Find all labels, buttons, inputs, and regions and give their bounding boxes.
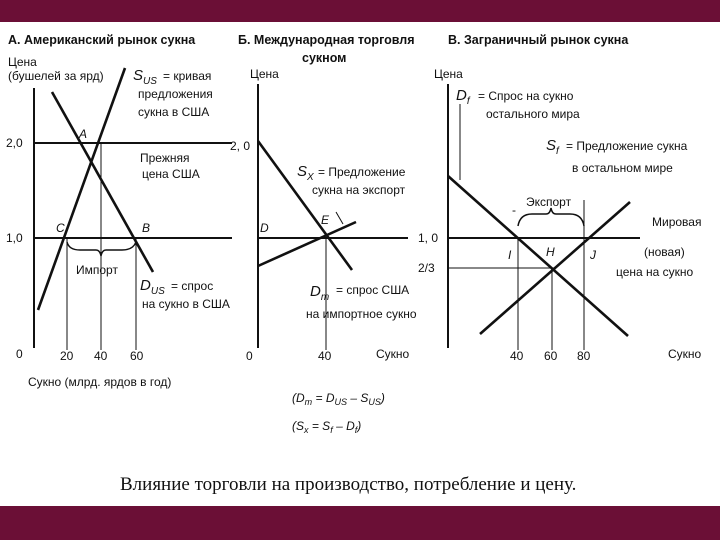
panel-a-point-a: A	[79, 127, 88, 141]
panel-c-export-dash: -	[512, 203, 516, 217]
panel-b-ylabel: Цена	[250, 67, 279, 81]
panel-c-point-h: H	[546, 245, 555, 259]
panel-b-title-1: Б. Международная торговля	[238, 33, 415, 47]
panel-a-import-label: Импорт	[76, 263, 118, 277]
panel-a-old-price-label-1: Прежняя	[140, 151, 190, 165]
panel-c-xlabel: Сукно	[668, 347, 702, 361]
panel-b-xlabel: Сукно	[376, 347, 410, 361]
panel-b-ytick-2: 2, 0	[230, 139, 251, 153]
panel-a-xtick-40: 40	[94, 349, 108, 363]
panel-a-xtick-60: 60	[130, 349, 144, 363]
panel-c-df-symbol: $D_f$	[456, 87, 470, 107]
panel-c-df-label-2: остального мира	[486, 107, 580, 121]
panel-c-export-label: Экспорт	[526, 195, 572, 209]
panel-b-export-supply-curve	[258, 222, 356, 266]
panel-c-point-j: J	[590, 248, 596, 262]
panel-c-world-price-1: Мировая	[652, 215, 702, 229]
panel-b-sx-label-2: сукна на экспорт	[312, 183, 406, 197]
panel-b-import-demand-curve	[258, 141, 352, 270]
panel-c-df-label-1: = Спрос на сукно	[478, 89, 574, 103]
panel-c-sf-label-2: в остальном мире	[572, 161, 673, 175]
panel-b-dm-symbol: $D_m$	[310, 283, 330, 303]
panel-b-formula-sx: $(S_x = S_f - D_f)$	[292, 419, 362, 435]
panel-a-ytick-1: 1,0	[6, 231, 23, 245]
panel-a-demand-label-2: на сукно в США	[142, 297, 230, 311]
panel-a-supply-label-3: сукна в США	[138, 105, 210, 119]
panel-a-demand-symbol: $D_{US}$	[140, 277, 165, 297]
panel-a-xtick-0: 0	[16, 347, 23, 361]
panel-c-sf-symbol: $S_f$	[546, 137, 559, 157]
formula-part-2: – S	[350, 391, 369, 405]
panel-a-supply-label-2: предложения	[138, 87, 213, 101]
panel-international-trade	[230, 33, 438, 435]
panel-c-world-price-2: (новая)	[644, 245, 685, 259]
panel-a-xlabel: Сукно (млрд. ярдов в год)	[28, 375, 172, 389]
panel-b-point-d: D	[260, 221, 269, 235]
panel-b-xtick-40: 40	[318, 349, 332, 363]
panel-a-demand-label-1: = спрос	[171, 279, 214, 293]
panel-b-ytick-2-3: 2/3	[418, 261, 435, 275]
panel-a-point-b: B	[142, 221, 151, 235]
panel-c-xtick-80: 80	[577, 349, 591, 363]
formula-part-3: = S	[311, 419, 331, 433]
panel-c-sf-label-1: = Предложение сукна	[566, 139, 688, 153]
panel-a-point-c: C	[56, 221, 65, 235]
panel-b-point-e: E	[321, 213, 330, 227]
panel-c-world-price-3: цена на сукно	[616, 265, 694, 279]
panel-a-xtick-20: 20	[60, 349, 74, 363]
panel-b-sx-label-1: = Предложение	[318, 165, 406, 179]
panel-c-title: В. Заграничный рынок сукна	[448, 33, 629, 47]
panel-a-old-price-label-2: цена США	[142, 167, 200, 181]
panel-b-dm-label-2: на импортное сукно	[306, 307, 417, 321]
panel-a-ytick-2: 2,0	[6, 136, 23, 150]
panel-c-xtick-60: 60	[544, 349, 558, 363]
panel-b-xtick-0: 0	[246, 349, 253, 363]
formula-part-1: = D	[315, 391, 335, 405]
panel-b-ytick-1: 1, 0	[418, 231, 439, 245]
panel-american-market	[6, 33, 232, 389]
figure-caption: Влияние торговли на производство, потребление и цену.	[120, 474, 577, 495]
panel-b-title-2: сукном	[302, 51, 347, 65]
panel-c-export-brace	[518, 208, 584, 226]
panel-b-sx-symbol: $S_X$	[297, 163, 314, 183]
panel-c-ylabel: Цена	[434, 67, 463, 81]
panel-c-xtick-40: 40	[510, 349, 524, 363]
panel-a-title: А. Американский рынок сукна	[8, 33, 196, 47]
panel-b-formula-dm: $(D_m = D_{US} - S_{US})$	[292, 391, 385, 407]
panel-b-dm-label-1: = спрос США	[336, 283, 410, 297]
panel-a-supply-label-1: = кривая	[163, 69, 212, 83]
panel-a-ylabel-unit: (бушелей за ярд)	[8, 69, 104, 83]
panel-a-ylabel: Цена	[8, 55, 37, 69]
formula-part-4: – D	[336, 419, 355, 433]
panel-a-supply-symbol: $S_{US}$	[133, 67, 157, 87]
panel-c-point-i: I	[508, 248, 512, 262]
panel-b-sx-pointer	[336, 212, 343, 224]
panel-foreign-market	[434, 33, 702, 363]
